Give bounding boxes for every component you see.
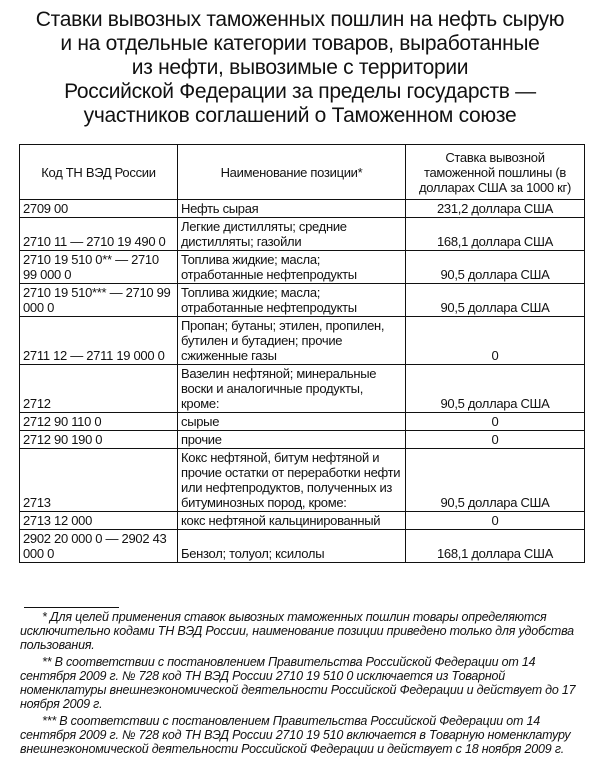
header-code: Код ТН ВЭД России — [20, 145, 178, 200]
header-rate: Ставка вывозной таможенной пошлины (в долларах США за 1000 кг) — [406, 145, 585, 200]
title-line: Ставки вывозных таможенных пошлин на нефть сырую — [35, 8, 565, 31]
table-row — [20, 365, 585, 413]
cell-code: 2710 19 510 0** — 2710 99 000 0 — [20, 251, 178, 284]
cell-name: Пропан; бутаны; этилен, пропилен, бутилен и бутадиен; прочие сжиженные газы — [178, 317, 406, 365]
cell-rate: 90,5 доллара США — [406, 449, 585, 512]
cell-code: 2710 19 510*** — 2710 99 000 0 — [20, 284, 178, 317]
table-row — [20, 512, 585, 530]
cell-rate: 90,5 доллара США — [406, 284, 585, 317]
cell-rate: 0 — [406, 317, 585, 365]
title-line: и на отдельные категории товаров, выработанные — [60, 32, 540, 55]
cell-rate: 231,2 доллара США — [406, 200, 585, 218]
cell-code: 2713 — [20, 449, 178, 512]
cell-code: 2711 12 — 2711 19 000 0 — [20, 317, 178, 365]
cell-name: Бензол; толуол; ксилолы — [178, 530, 406, 563]
table-row — [20, 284, 585, 317]
cell-code: 2712 90 190 0 — [20, 431, 178, 449]
cell-rate: 168,1 доллара США — [406, 530, 585, 563]
cell-code: 2712 — [20, 365, 178, 413]
document-title — [0, 8, 600, 128]
cell-rate: 0 — [406, 413, 585, 431]
duty-rates-table — [19, 144, 585, 563]
table-row — [20, 431, 585, 449]
table-row — [20, 530, 585, 563]
cell-name: кокс нефтяной кальцинированный — [178, 512, 406, 530]
table-row — [20, 218, 585, 251]
cell-rate: 90,5 доллара США — [406, 251, 585, 284]
footnote: ** В соответствии с постановлением Правительства Российской Федерации от 14 сентября 2009 г. № 728 код ТН ВЭД России 2710 19 510 0 исключается из Товарной номенклатуры внешнеэкономической деятельности Российской Федерации и действует до 17 ноября 2009 г. — [20, 655, 576, 711]
footnote: * Для целей применения ставок вывозных таможенных пошлин товары определяются исключительно кодами ТН ВЭД России, наименование позиции приведено только для удобства пользования. — [20, 610, 574, 652]
cell-rate: 0 — [406, 431, 585, 449]
cell-name: Нефть сырая — [178, 200, 406, 218]
cell-code: 2713 12 000 — [20, 512, 178, 530]
table-row — [20, 413, 585, 431]
footnote: *** В соответствии с постановлением Правительства Российской Федерации от 14 сентября 2009 г. № 728 код ТН ВЭД России 2710 19 510 включается в Товарную номенклатуру внешнеэкономической деятельности Российской Федерации и действует с 18 ноября 2009 г. — [20, 714, 571, 756]
table-row — [20, 251, 585, 284]
cell-code: 2902 20 000 0 — 2902 43 000 0 — [20, 530, 178, 563]
title-line: участников соглашений о Таможенном союзе — [83, 104, 517, 127]
footnotes — [20, 610, 586, 759]
cell-name: сырые — [178, 413, 406, 431]
cell-rate: 168,1 доллара США — [406, 218, 585, 251]
cell-code: 2709 00 — [20, 200, 178, 218]
cell-name: Топлива жидкие; масла; отработанные нефтепродукты — [178, 251, 406, 284]
table-row — [20, 449, 585, 512]
cell-rate: 0 — [406, 512, 585, 530]
cell-code: 2710 11 — 2710 19 490 0 — [20, 218, 178, 251]
cell-code: 2712 90 110 0 — [20, 413, 178, 431]
cell-rate: 90,5 доллара США — [406, 365, 585, 413]
title-line: из нефти, вывозимые с территории — [131, 56, 469, 79]
cell-name: Топлива жидкие; масла; отработанные нефтепродукты — [178, 284, 406, 317]
table-row — [20, 317, 585, 365]
footnote-divider — [24, 607, 119, 608]
table-header-row — [20, 145, 585, 200]
cell-name: Кокс нефтяной, битум нефтяной и прочие остатки от переработки нефти или нефтепродуктов, полученных из битуминозных пород, кроме: — [178, 449, 406, 512]
table-row — [20, 200, 585, 218]
cell-name: прочие — [178, 431, 406, 449]
header-name: Наименование позиции* — [178, 145, 406, 200]
title-line: Российской Федерации за пределы государств — — [64, 80, 536, 103]
cell-name: Вазелин нефтяной; минеральные воски и аналогичные продукты, кроме: — [178, 365, 406, 413]
cell-name: Легкие дистилляты; средние дистилляты; газойли — [178, 218, 406, 251]
